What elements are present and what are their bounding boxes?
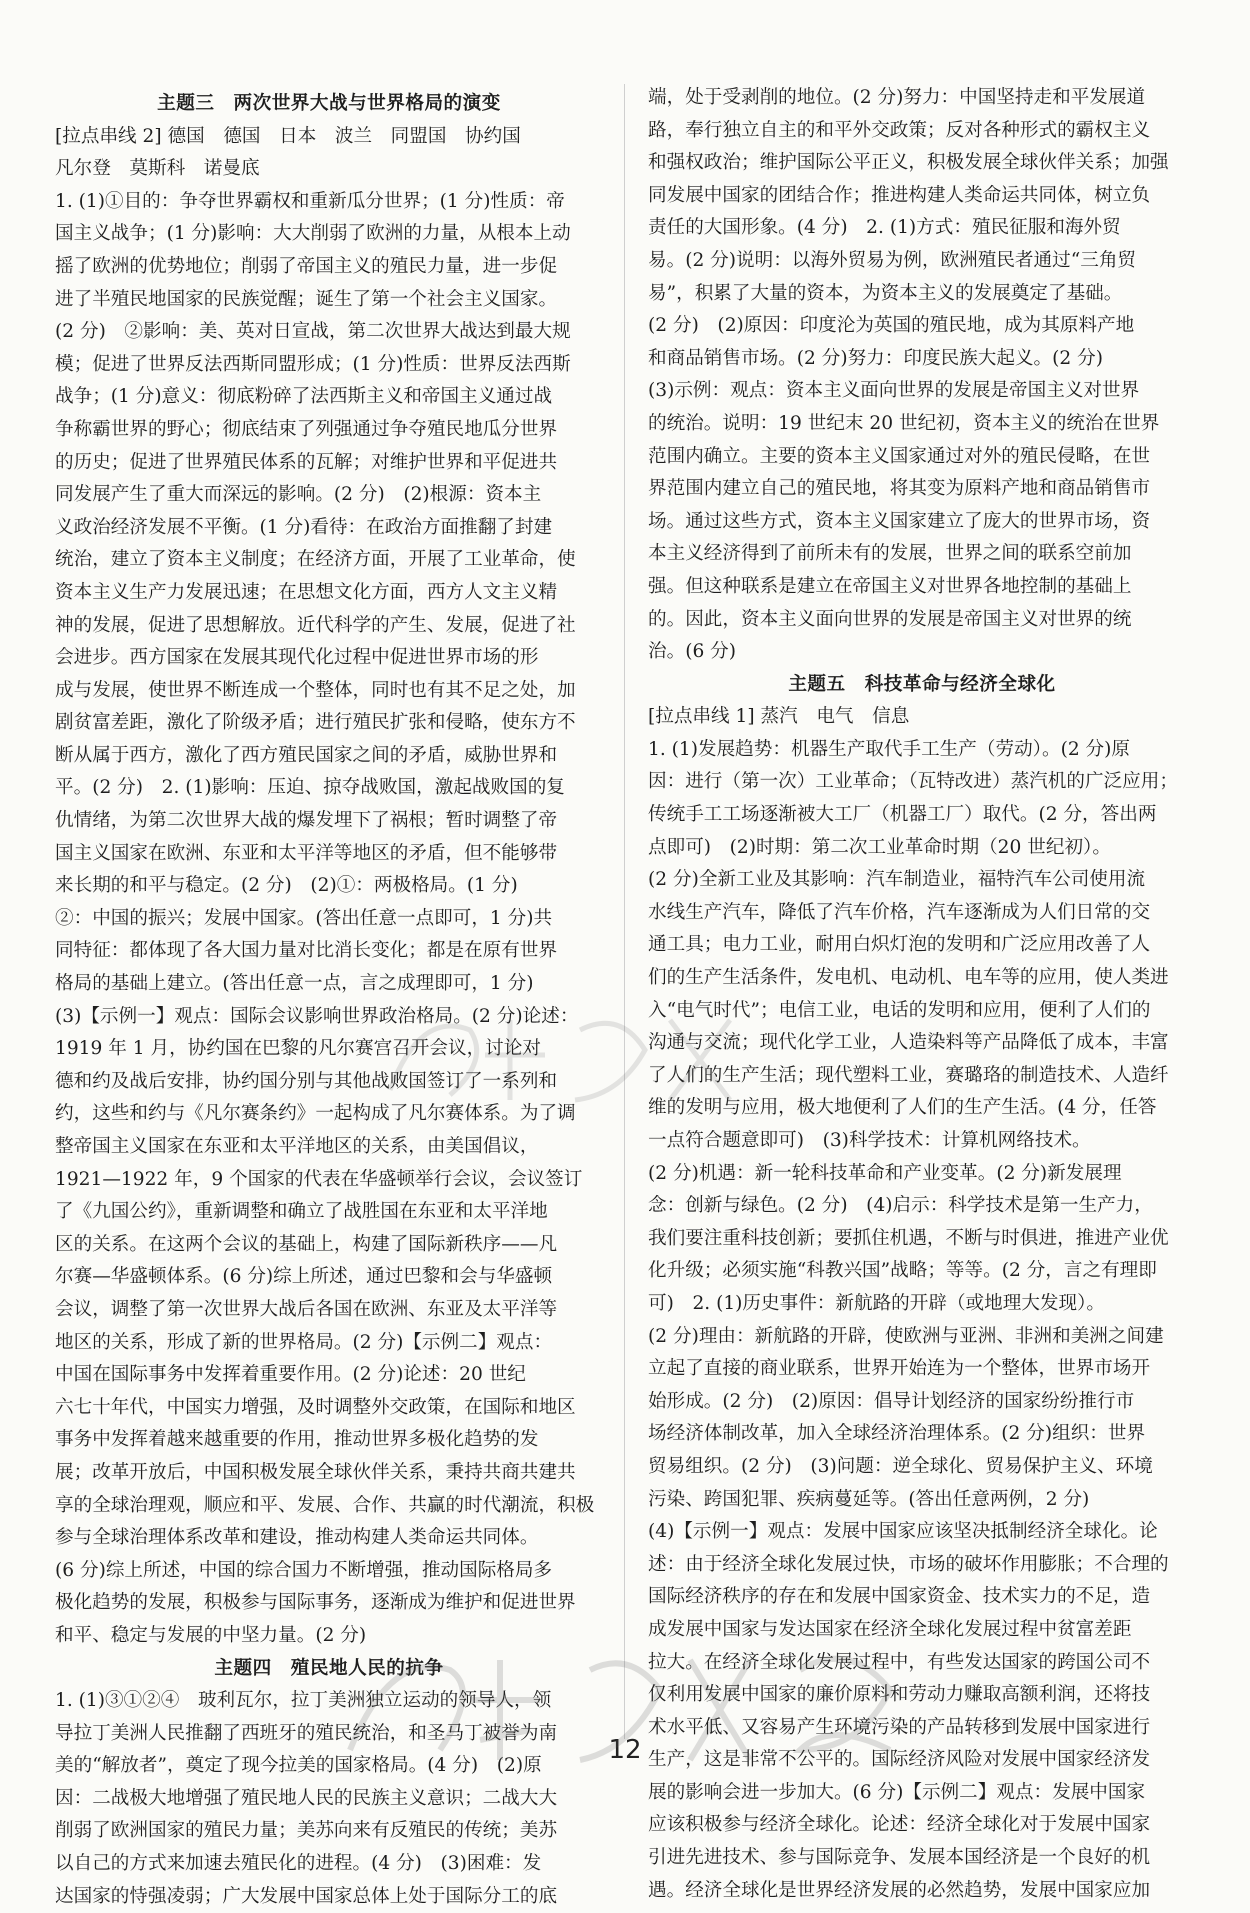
text-line: 可) 2. (1)历史事件：新航路的开辟（或地理大发现）。 (648, 1292, 1106, 1314)
text-line: 德和约及战后安排，协约国分别与其他战败国签订了一系列和 (55, 1070, 558, 1092)
text-line: 入“电气时代”；电信工业，电话的发明和应用，便利了人们的 (648, 999, 1151, 1021)
text-line: 路，奉行独立自主的和平外交政策；反对各种形式的霸权主义 (648, 119, 1151, 141)
theme5-heading: 主题五 科技革命与经济全球化 (788, 673, 1056, 695)
left-lines (55, 121, 603, 1653)
text-line: 参与全球治理体系改革和建设，推动构建人类命运共同体。 (55, 1527, 539, 1549)
text-line: 资本主义生产力发展迅速；在思想文化方面，西方人文主义精 (55, 581, 558, 603)
text-line: 和商品销售市场。(2 分)努力：印度民族大起义。(2 分) (648, 347, 1103, 369)
watermark-center (380, 1000, 760, 1110)
text-line: (2 分)全新工业及其影响：汽车制造业，福特汽车公司使用流 (648, 869, 1146, 891)
text-line: 剧贫富差距，激化了阶级矛盾；进行殖民扩张和侵略，使东方不 (55, 712, 576, 734)
text-line: 强。但这种联系是建立在帝国主义对世界各地控制的基础上 (648, 575, 1132, 597)
text-line: 尔赛—华盛顿体系。(6 分)综上所述，通过巴黎和会与华盛顿 (55, 1266, 553, 1288)
text-line: 述：由于经济全球化发展过快，市场的破坏作用膨胀；不合理的 (648, 1553, 1169, 1575)
text-line: 维的发明与应用，极大地便利了人们的生产生活。(4 分，任答 (648, 1097, 1157, 1119)
text-line: 进了半殖民地国家的民族觉醒；诞生了第一个社会主义国家。 (55, 288, 558, 310)
right-lines-2 (648, 701, 1196, 1907)
text-line: 一点符合题意即可) (3)科学技术：计算机网络技术。 (648, 1130, 1091, 1151)
text-line: (6 分)综上所述，中国的综合国力不断增强，推动国际格局多 (55, 1559, 553, 1581)
text-line: 因：进行（第一次）工业革命；（瓦特改进）蒸汽机的广泛应用； (648, 771, 1178, 793)
text-line: 平。(2 分) 2. (1)影响：压迫、掠夺战败国，激起战败国的复 (55, 777, 565, 799)
text-line: 易。(2 分)说明：以海外贸易为例，欧洲殖民者通过“三角贸 (648, 249, 1137, 271)
text-line: 成发展中国家与发达国家在经济全球化发展过程中贫富差距 (648, 1618, 1132, 1640)
text-line: (2 分) (2)原因：印度沦为英国的殖民地，成为其原料产地 (648, 315, 1135, 337)
text-line: 削弱了欧洲国家的殖民力量；美苏向来有反殖民的传统；美苏 (55, 1820, 558, 1842)
text-line: 达国家的恃强凌弱；广大发展中国家总体上处于国际分工的底 (55, 1885, 558, 1907)
text-line: 沟通与交流；现代化学工业，人造染料等产品降低了成本，丰富 (648, 1032, 1169, 1054)
text-line: 同特征：都体现了各大国力量对比消长变化；都是在原有世界 (55, 940, 558, 962)
text-line: (2 分) ②影响：美、英对日宣战，第二次世界大战达到最大规 (55, 321, 571, 343)
text-line: 导拉丁美洲人民推翻了西班牙的殖民统治，和圣马丁被誉为南 (55, 1722, 558, 1744)
text-line: 遇。经济全球化是世界经济发展的必然趋势，发展中国家应加 (648, 1879, 1151, 1901)
theme3-heading: 主题三 两次世界大战与世界格局的演变 (157, 93, 501, 114)
text-line: 模；促进了世界反法西斯同盟形成；(1 分)性质：世界反法西斯 (55, 353, 571, 375)
text-line: 1. (1)①目的：争夺世界霸权和重新瓜分世界；(1 分)性质：帝 (55, 190, 565, 212)
theme4-heading: 主题四 殖民地人民的抗争 (214, 1657, 444, 1679)
text-line: [拉点串线 2] 德国 德国 日本 波兰 同盟国 协约国 (55, 125, 521, 147)
text-line: 会进步。西方国家在发展其现代化过程中促进世界市场的形 (55, 647, 539, 669)
text-line: 事务中发挥着越来越重要的作用，推动世界多极化趋势的发 (55, 1429, 539, 1451)
text-line: 责任的大国形象。(4 分) 2. (1)方式：殖民征服和海外贸 (648, 217, 1121, 239)
text-line: 神的发展，促进了思想解放。近代科学的产生、发展，促进了社 (55, 614, 576, 636)
text-line: 我们要注重科技创新；要抓住机遇，不断与时俱进，推进产业优 (648, 1227, 1169, 1249)
text-line: ②：中国的振兴；发展中国家。(答出任意一点即可，1 分)共 (55, 907, 553, 929)
text-line: 美的“解放者”，奠定了现今拉美的国家格局。(4 分) (2)原 (55, 1755, 542, 1777)
text-line: 1919 年 1 月，协约国在巴黎的凡尔赛宫召开会议，讨论对 (55, 1038, 541, 1060)
text-line: 成与发展，使世界不断连成一个整体，同时也有其不足之处，加 (55, 679, 576, 701)
text-line: 贸易组织。(2 分) (3)问题：逆全球化、贸易保护主义、环境 (648, 1455, 1153, 1477)
text-line: (3)示例：观点：资本主义面向世界的发展是帝国主义对世界 (648, 380, 1140, 402)
text-line: 同发展产生了重大而深远的影响。(2 分) (2)根源：资本主 (55, 484, 542, 506)
text-line: 污染、跨国犯罪、疾病蔓延等。(答出任意两例，2 分) (648, 1488, 1090, 1510)
text-line: 凡尔登 莫斯科 诺曼底 (55, 158, 260, 180)
text-line: 国主义国家在欧洲、东亚和太平洋等地区的矛盾，但不能够带 (55, 842, 558, 864)
text-line: 会议，调整了第一次世界大战后各国在欧洲、东亚及太平洋等 (55, 1298, 558, 1320)
text-line: 应该积极参与经济全球化。论述：经济全球化对于发展中国家 (648, 1814, 1151, 1836)
text-line: 易”，积累了大量的资本，为资本主义的发展奠定了基础。 (648, 282, 1123, 304)
text-line: 了人们的生产生活；现代塑料工业，赛璐珞的制造技术、人造纤 (648, 1064, 1169, 1086)
text-line: (2 分)理由：新航路的开辟，使欧洲与亚洲、非洲和美洲之间建 (648, 1325, 1164, 1347)
text-line: 仇情绪，为第二次世界大战的爆发埋下了祸根；暂时调整了帝 (55, 810, 558, 832)
text-line: 展；改革开放后，中国积极发展全球伙伴关系，秉持共商共建共 (55, 1461, 576, 1483)
text-line: 的历史；促进了世界殖民体系的瓦解；对维护世界和平促进共 (55, 451, 558, 473)
left-column (55, 88, 603, 1907)
text-line: 的统治。说明：19 世纪末 20 世纪初，资本主义的统治在世界 (648, 412, 1160, 434)
text-line: 生产，这是非常不公平的。国际经济风险对发展中国家经济发 (648, 1749, 1151, 1771)
text-line: 地区的关系，形成了新的世界格局。(2 分)【示例二】观点： (55, 1331, 553, 1353)
text-line: 们的生产生活条件，发电机、电动机、电车等的应用，使人类进 (648, 967, 1169, 989)
text-line: 约，这些和约与《凡尔赛条约》一起构成了凡尔赛体系。为了调 (55, 1103, 576, 1125)
text-line: 和强权政治；维护国际公平正义，积极发展全球伙伴关系；加强 (648, 152, 1169, 174)
right-lines (648, 82, 1196, 669)
text-line: (4)【示例一】观点：发展中国家应该坚决抵制经济全球化。论 (648, 1521, 1158, 1543)
text-line: 国主义战争；(1 分)影响：大大削弱了欧洲的力量，从根本上动 (55, 223, 571, 245)
text-line: 展的影响会进一步加大。(6 分)【示例二】观点：发展中国家 (648, 1781, 1146, 1803)
text-line: 场经济体制改革，加入全球经济治理体系。(2 分)组织：世界 (648, 1423, 1146, 1445)
text-line: 拉大。在经济全球化发展过程中，有些发达国家的跨国公司不 (648, 1651, 1151, 1673)
text-line: 引进先进技术、参与国际竞争、发展本国经济是一个良好的机 (648, 1847, 1151, 1869)
text-line: 1. (1)③①②④ 玻利瓦尔，拉丁美洲独立运动的领导人，领 (55, 1690, 552, 1712)
text-line: 立起了直接的商业联系，世界开始连为一个整体，世界市场开 (648, 1358, 1151, 1380)
text-line: 以自己的方式来加速去殖民化的进程。(4 分) (3)困难：发 (55, 1853, 542, 1875)
text-line: 同发展中国家的团结合作；推进构建人类命运共同体，树立负 (648, 184, 1151, 206)
text-line: 仅利用发展中国家的廉价原料和劳动力赚取高额利润，还将技 (648, 1684, 1151, 1706)
text-line: 断从属于西方，激化了西方殖民国家之间的矛盾，威胁世界和 (55, 744, 558, 766)
text-line: 场。通过这些方式，资本主义国家建立了庞大的世界市场，资 (648, 510, 1151, 532)
text-line: 治。(6 分) (648, 641, 737, 663)
page-number: 12 (608, 1735, 642, 1765)
text-line: 范围内确立。主要的资本主义国家通过对外的殖民侵略，在世 (648, 445, 1151, 467)
text-line: 国际经济秩序的存在和发展中国家资金、技术实力的不足，造 (648, 1586, 1151, 1608)
text-line: 整帝国主义国家在东亚和太平洋地区的关系，由美国倡议， (55, 1136, 539, 1157)
text-line: 点即可) (2)时期：第二次工业革命时期（20 世纪初）。 (648, 836, 1111, 858)
text-line: 义政治经济发展不平衡。(1 分)看待：在政治方面推翻了封建 (55, 516, 553, 538)
text-line: 争称霸世界的野心；彻底结束了列强通过争夺殖民地瓜分世界 (55, 418, 558, 440)
text-line: 术水平低、又容易产生环境污染的产品转移到发展中国家进行 (648, 1716, 1151, 1738)
text-line: 统治，建立了资本主义制度；在经济方面，开展了工业革命，使 (55, 549, 576, 571)
text-line: 中国在国际事务中发挥着重要作用。(2 分)论述：20 世纪 (55, 1364, 526, 1386)
text-line: (3)【示例一】观点：国际会议影响世界政治格局。(2 分)论述： (55, 1005, 579, 1027)
text-line: 战争；(1 分)意义：彻底粉碎了法西斯主义和帝国主义通过战 (55, 386, 553, 408)
text-line: 摇了欧洲的优势地位；削弱了帝国主义的殖民力量，进一步促 (55, 255, 558, 277)
text-line: 极化趋势的发展，积极参与国际事务，逐渐成为维护和促进世界 (55, 1592, 576, 1614)
text-line: 始形成。(2 分) (2)原因：倡导计划经济的国家纷纷推行市 (648, 1390, 1135, 1412)
left-lines-2 (55, 1685, 603, 1913)
text-line: 来长期的和平与稳定。(2 分) (2)①：两极格局。(1 分) (55, 875, 518, 897)
text-line: 享的全球治理观，顺应和平、发展、合作、共赢的时代潮流，积极 (55, 1494, 595, 1516)
text-line: 1921—1922 年，9 个国家的代表在华盛顿举行会议，会议签订 (55, 1168, 583, 1190)
text-line: 和平、稳定与发展的中坚力量。(2 分) (55, 1624, 367, 1646)
text-line: 区的关系。在这两个会议的基础上，构建了国际新秩序——凡 (55, 1233, 558, 1255)
column-divider (624, 84, 625, 1739)
text-line: (2 分)机遇：新一轮科技革命和产业变革。(2 分)新发展理 (648, 1162, 1122, 1184)
text-line: [拉点串线 1] 蒸汽 电气 信息 (648, 706, 910, 728)
text-line: 1. (1)发展趋势：机器生产取代手工生产（劳动）。(2 分)原 (648, 738, 1131, 760)
text-line: 化升级；必须实施“科教兴国”战略；等等。(2 分，言之有理即 (648, 1260, 1157, 1282)
text-line: 念：创新与绿色。(2 分) (4)启示：科学技术是第一生产力， (648, 1195, 1153, 1217)
text-line: 通工具；电力工业，耐用白炽灯泡的发明和广泛应用改善了人 (648, 934, 1151, 956)
right-column (648, 82, 1196, 1901)
text-line: 界范围内建立自己的殖民地，将其变为原料产地和商品销售市 (648, 478, 1151, 500)
text-line: 六七十年代，中国实力增强，及时调整外交政策，在国际和地区 (55, 1396, 576, 1418)
text-line: 传统手工工场逐渐被大工厂（机器工厂）取代。(2 分，答出两 (648, 804, 1157, 826)
text-line: 端，处于受剥削的地位。(2 分)努力：中国坚持走和平发展道 (648, 87, 1146, 108)
text-line: 了《九国公约》，重新调整和确立了战胜国在东亚和太平洋地 (55, 1201, 548, 1223)
text-line: 水线生产汽车，降低了汽车价格，汽车逐渐成为人们日常的交 (648, 901, 1151, 923)
text-line: 格局的基础上建立。(答出任意一点，言之成理即可，1 分) (55, 973, 534, 995)
text-line: 因：二战极大地增强了殖民地人民的民族主义意识；二战大大 (55, 1787, 558, 1809)
text-line: 的。因此，资本主义面向世界的发展是帝国主义对世界的统 (648, 608, 1132, 630)
text-line: 本主义经济得到了前所未有的发展，世界之间的联系空前加 (648, 543, 1132, 565)
